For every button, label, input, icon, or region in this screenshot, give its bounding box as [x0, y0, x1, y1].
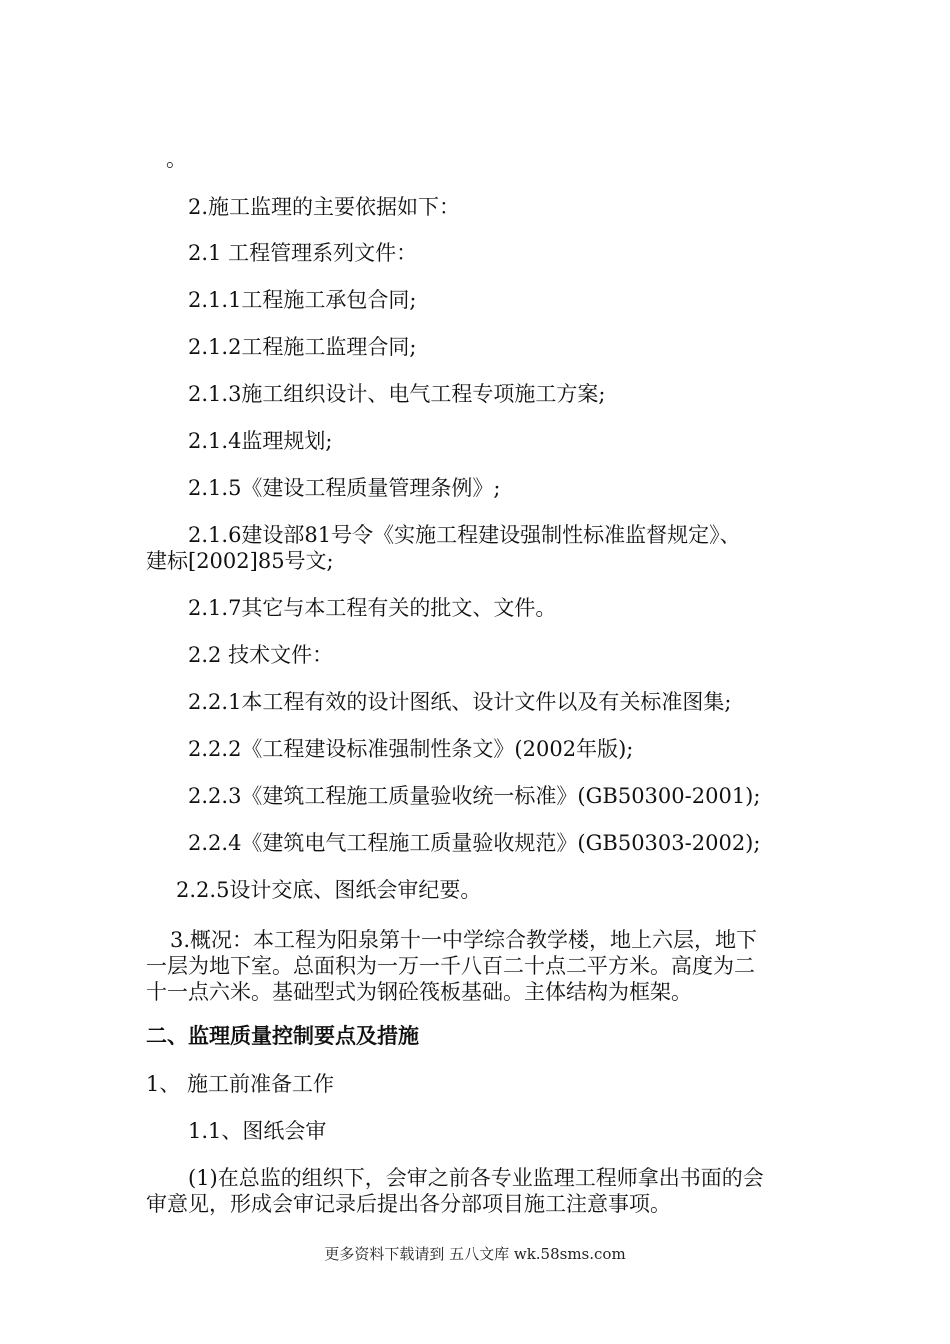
paragraph-line: (1)在总监的组织下，会审之前各专业监理工程师拿出书面的会	[188, 1166, 764, 1190]
list-item: 2.2.5设计交底、图纸会审纪要。	[176, 878, 482, 902]
list-item: 2.1.3施工组织设计、电气工程专项施工方案;	[188, 382, 606, 406]
paragraph-line: 十一点六米。基础型式为钢砼筏板基础。主体结构为框架。	[146, 980, 692, 1004]
list-item: 2.1.1工程施工承包合同;	[188, 288, 417, 312]
list-item-continuation: 建标[2002]85号文;	[146, 549, 334, 573]
list-item: 2.2.3《建筑工程施工质量验收统一标准》(GB50300-2001);	[188, 784, 761, 808]
section-2-title: 2.施工监理的主要依据如下：	[188, 195, 461, 219]
text-line: 。	[166, 147, 187, 171]
section-heading: 二、监理质量控制要点及措施	[146, 1024, 419, 1048]
subheading: 1、 施工前准备工作	[146, 1072, 335, 1096]
subsection-2-2-title: 2.2 技术文件：	[188, 643, 334, 667]
list-item: 2.1.7其它与本工程有关的批文、文件。	[188, 596, 557, 620]
list-item: 2.1.4监理规划;	[188, 429, 333, 453]
list-item: 2.1.2工程施工监理合同;	[188, 335, 417, 359]
subheading: 1.1、图纸会审	[188, 1119, 327, 1143]
page-footer: 更多资料下载请到 五八文库 wk.58sms.com	[324, 1245, 626, 1263]
list-item: 2.1.6建设部81号令《实施工程建设强制性标准监督规定》、	[188, 523, 741, 547]
paragraph-line: 一层为地下室。总面积为一万一千八百二十点二平方米。高度为二	[146, 954, 755, 978]
paragraph-line: 审意见，形成会审记录后提出各分部项目施工注意事项。	[146, 1192, 671, 1216]
paragraph-line: 3.概况：本工程为阳泉第十一中学综合教学楼，地上六层，地下	[170, 928, 758, 952]
list-item: 2.2.1本工程有效的设计图纸、设计文件以及有关标准图集;	[188, 690, 732, 714]
list-item: 2.1.5《建设工程质量管理条例》;	[188, 476, 501, 500]
subsection-2-1-title: 2.1 工程管理系列文件：	[188, 241, 418, 265]
list-item: 2.2.4《建筑电气工程施工质量验收规范》(GB50303-2002);	[188, 831, 761, 855]
list-item: 2.2.2《工程建设标准强制性条文》(2002年版);	[188, 737, 634, 761]
